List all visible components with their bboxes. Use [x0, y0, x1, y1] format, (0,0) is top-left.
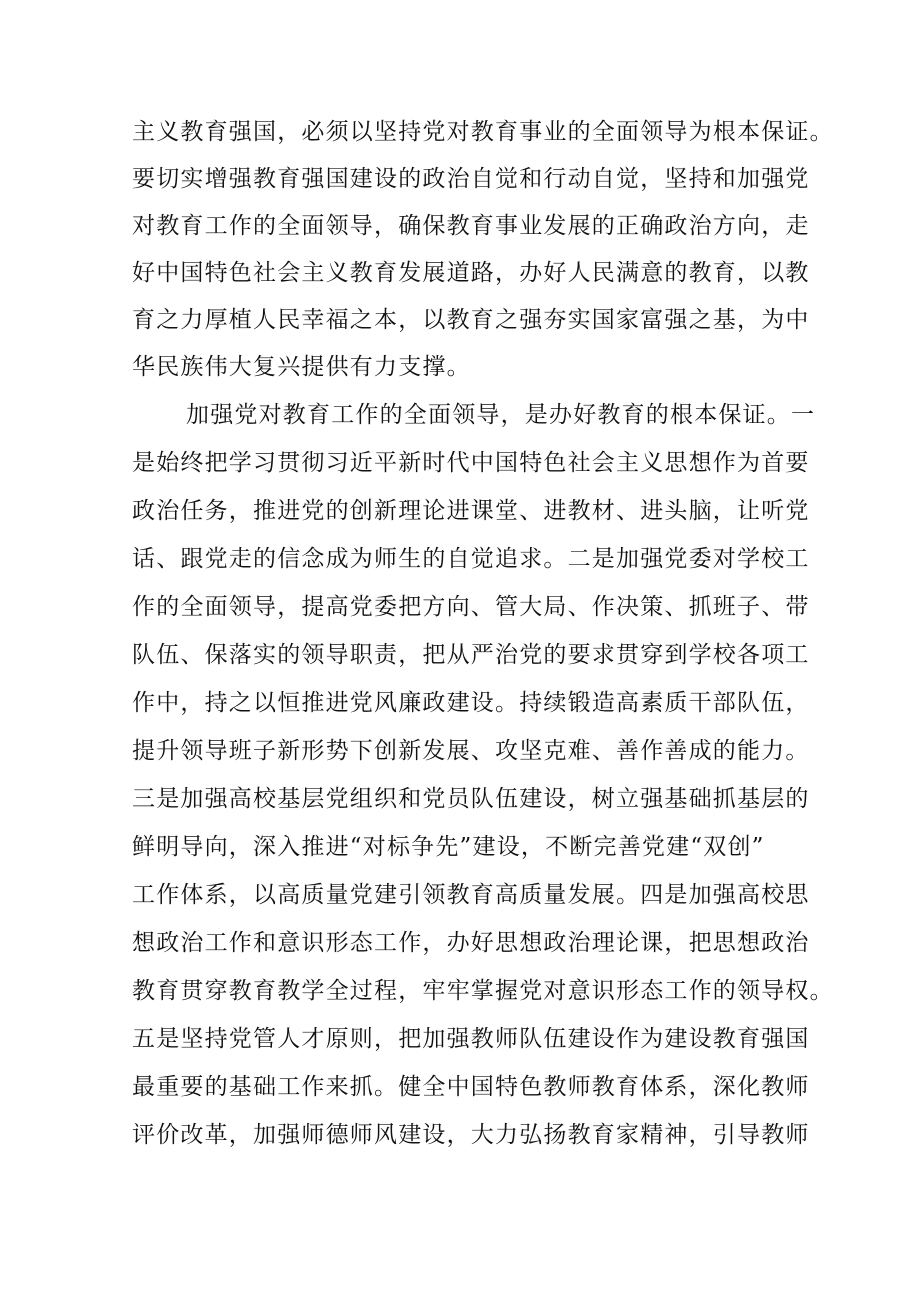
paragraph-1-line-2: 要切实增强教育强国建设的政治自觉和行动自觉，坚持和加强党: [132, 166, 810, 192]
paragraph-1-line-6: 华民族伟大复兴提供有力支撑。: [132, 354, 471, 380]
paragraph-2-line-4: 话、跟党走的信念成为师生的自觉追求。二是加强党委对学校工: [132, 546, 810, 572]
paragraph-2-line-2: 是始终把学习贯彻习近平新时代中国特色社会主义思想作为首要: [132, 450, 810, 476]
paragraph-2-line-16: 评价改革，加强师德师风建设，大力弘扬教育家精神，引导教师: [132, 1122, 810, 1148]
paragraph-2-line-1: 加强党对教育工作的全面领导，是办好教育的根本保证。一: [186, 402, 816, 428]
paragraph-2-line-15: 最重要的基础工作来抓。健全中国特色教师教育体系，深化教师: [132, 1074, 810, 1100]
paragraph-2-line-10: 鲜明导向，深入推进“对标争先”建设，不断完善党建“双创”: [132, 834, 765, 860]
paragraph-2-line-8: 提升领导班子新形势下创新发展、攻坚克难、善作善成的能力。: [132, 738, 810, 764]
paragraph-2-line-5: 作的全面领导，提高党委把方向、管大局、作决策、抓班子、带: [132, 594, 810, 620]
paragraph-2-line-7: 作中，持之以恒推进党风廉政建设。持续锻造高素质干部队伍，: [132, 690, 810, 716]
paragraph-2-line-6: 队伍、保落实的领导职责，把从严治党的要求贯穿到学校各项工: [132, 642, 810, 668]
paragraph-1-line-3: 对教育工作的全面领导，确保教育事业发展的正确政治方向，走: [132, 213, 810, 239]
paragraph-2-line-3: 政治任务，推进党的创新理论进课堂、进教材、进头脑，让听党: [132, 498, 810, 524]
paragraph-1-line-4: 好中国特色社会主义教育发展道路，办好人民满意的教育，以教: [132, 260, 810, 286]
paragraph-2-line-11: 工作体系，以高质量党建引领教育高质量发展。四是加强高校思: [132, 882, 810, 908]
paragraph-1-line-5: 育之力厚植人民幸福之本，以教育之强夯实国家富强之基，为中: [132, 307, 810, 333]
paragraph-2-line-9: 三是加强高校基层党组织和党员队伍建设，树立强基础抓基层的: [132, 786, 810, 812]
paragraph-2-line-14: 五是坚持党管人才原则，把加强教师队伍建设作为建设教育强国: [132, 1026, 810, 1052]
paragraph-2-line-13: 教育贯穿教育教学全过程，牢牢掌握党对意识形态工作的领导权。: [132, 978, 834, 1004]
paragraph-1-line-1: 主义教育强国，必须以坚持党对教育事业的全面领导为根本保证。: [132, 119, 834, 145]
paragraph-2-line-12: 想政治工作和意识形态工作，办好思想政治理论课，把思想政治: [132, 930, 810, 956]
